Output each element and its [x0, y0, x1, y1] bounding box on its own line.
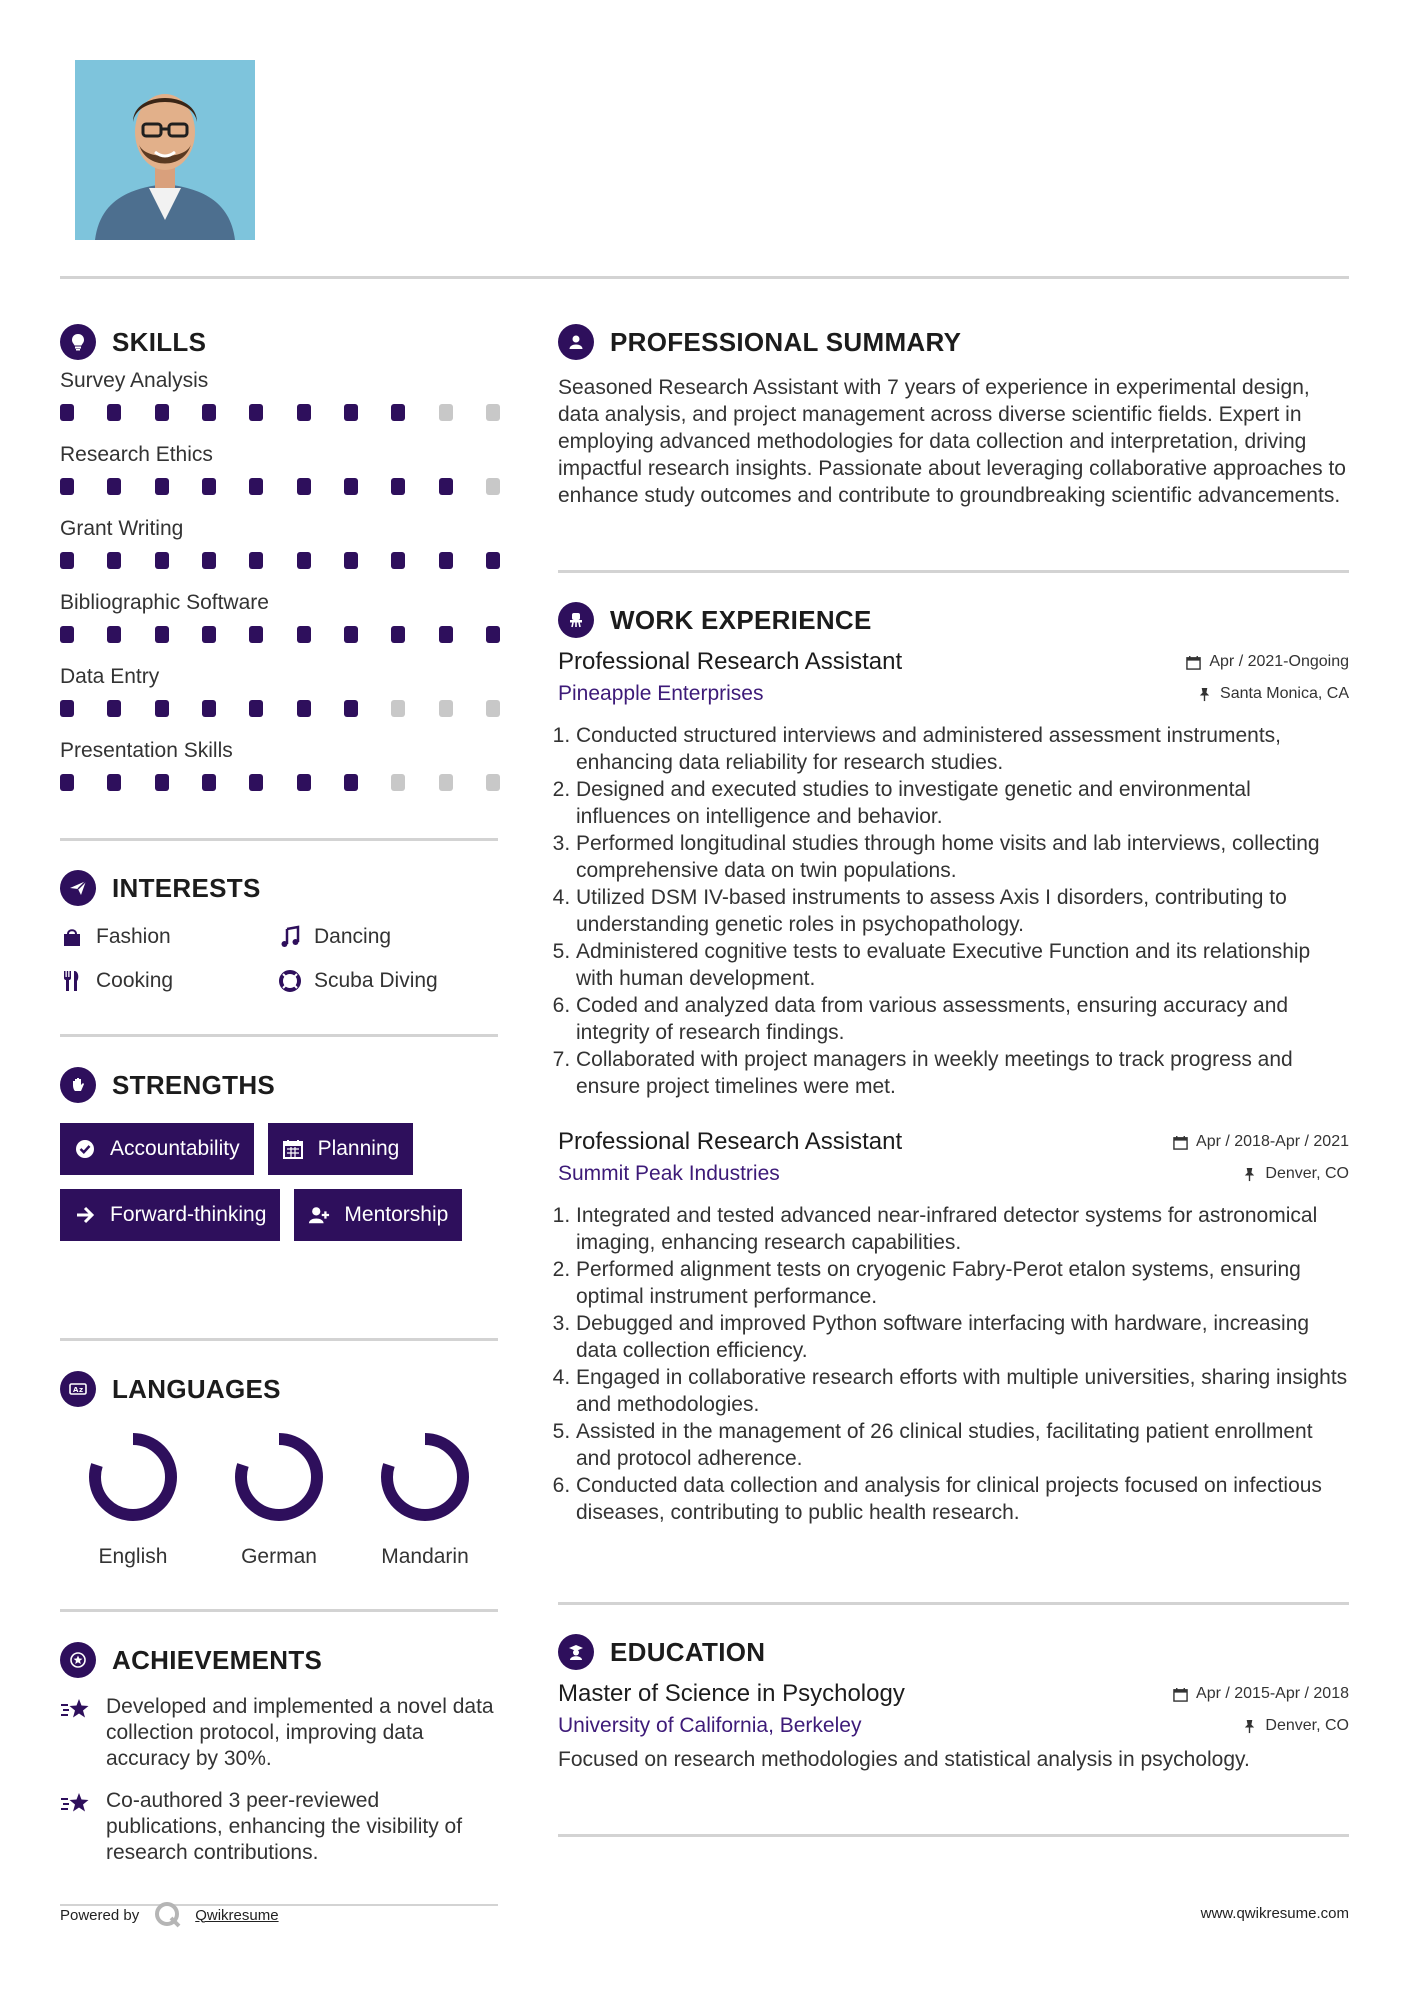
- rating-dot-filled: [344, 404, 358, 421]
- rating-dot-filled: [486, 626, 500, 643]
- utensils-icon: [60, 969, 84, 993]
- rating-dot-empty: [391, 700, 405, 717]
- job-entry: [558, 648, 1349, 1100]
- language-item: [352, 1427, 498, 1569]
- language-name: English: [98, 1545, 168, 1568]
- summary-text: Seasoned Research Assistant with 7 years of experience in experimental design, data analysis, and project management across diverse scientific fields. Expert in employing advanced methodologies for data collection and interpretation, driving impactful research insights. Passionate about leveraging collaborative approaches to enhance study outcomes and contribute to groundbreaking scientific advancements.: [558, 376, 1346, 507]
- job-entry: [558, 1128, 1349, 1526]
- rating-dot-filled: [107, 626, 121, 643]
- pushpin-icon: [1242, 1719, 1257, 1734]
- interest-label: Fashion: [96, 925, 171, 948]
- user-plus-icon: [308, 1204, 330, 1226]
- skill-name: Survey Analysis: [60, 369, 209, 392]
- education-section: [558, 1632, 1349, 1772]
- strength-tag: [294, 1189, 462, 1241]
- rating-dot-empty: [391, 774, 405, 791]
- rating-dot-filled: [486, 552, 500, 569]
- achievement-item: [60, 1788, 498, 1866]
- rating-dot-filled: [249, 478, 263, 495]
- rating-dot-filled: [391, 404, 405, 421]
- duty-item: 2. Performed alignment tests on cryogenic Fabry-Perot etalon systems, ensuring optimal instrument performance.: [576, 1256, 1349, 1310]
- strength-label: Mentorship: [344, 1203, 449, 1226]
- powered-by: [60, 1900, 279, 1930]
- duty-item: 1. Conducted structured interviews and administered assessment instruments, enhancing data reliability for research studies.: [576, 722, 1349, 776]
- rating-dot-filled: [297, 404, 311, 421]
- company-name: Summit Peak Industries: [558, 1162, 780, 1185]
- rating-dot-filled: [439, 552, 453, 569]
- shopping-bag-icon: [60, 925, 84, 949]
- rating-dot-filled: [391, 478, 405, 495]
- degree-title: Master of Science in Psychology: [558, 1680, 905, 1707]
- education-description: Focused on research methodologies and statistical analysis in psychology.: [558, 1748, 1250, 1771]
- skill-item: [60, 366, 498, 440]
- rating-dot-filled: [297, 626, 311, 643]
- calendar-icon: [1186, 655, 1201, 670]
- interest-item: [278, 966, 496, 996]
- skill-item: [60, 514, 498, 588]
- rating-dot-filled: [155, 552, 169, 569]
- skill-name: Data Entry: [60, 665, 160, 688]
- work-title: WORK EXPERIENCE: [610, 604, 872, 635]
- company-name: Pineapple Enterprises: [558, 682, 764, 705]
- paper-plane-icon: [60, 870, 96, 906]
- skill-name: Bibliographic Software: [60, 591, 269, 614]
- skill-item: [60, 736, 498, 810]
- skill-item: [60, 588, 498, 662]
- duty-item: 6. Conducted data collection and analysis for clinical projects focused on infectious diseases, contributing to public health research.: [576, 1472, 1349, 1526]
- achievements-title: ACHIEVEMENTS: [112, 1644, 323, 1675]
- achievement-item: [60, 1694, 498, 1772]
- calendar-icon: [1173, 1687, 1188, 1702]
- rating-dot-filled: [202, 626, 216, 643]
- rating-dot-filled: [107, 700, 121, 717]
- calendar-icon: [282, 1138, 304, 1160]
- achievement-text: Co-authored 3 peer-reviewed publications, enhancing the visibility of research contributions.: [106, 1789, 463, 1864]
- briefcase-chair-icon: [558, 602, 594, 638]
- duty-item: 3. Performed longitudinal studies through home visits and lab interviews, collecting comprehensive data on twin populations.: [576, 830, 1349, 884]
- duty-item: 2. Designed and executed studies to investigate genetic and environmental influences on intelligence and behavior.: [576, 776, 1349, 830]
- language-proficiency-arc: [387, 1439, 463, 1515]
- rating-dot-filled: [60, 404, 74, 421]
- divider-summary: [558, 570, 1349, 573]
- interest-item: [60, 922, 278, 952]
- user-icon: [558, 324, 594, 360]
- rating-dot-empty: [486, 774, 500, 791]
- job-dates-text: Apr / 2018-Apr / 2021: [1196, 1133, 1349, 1150]
- qwikresume-link[interactable]: Qwikresume: [195, 1906, 279, 1924]
- school-name: University of California, Berkeley: [558, 1714, 862, 1737]
- pushpin-icon: [1242, 1167, 1257, 1182]
- rating-dot-filled: [107, 404, 121, 421]
- education-dates-text: Apr / 2015-Apr / 2018: [1196, 1685, 1349, 1702]
- education-title: EDUCATION: [610, 1636, 766, 1667]
- interest-item: [278, 922, 496, 952]
- lightbulb-icon: [60, 324, 96, 360]
- shooting-star-icon: [60, 1696, 92, 1724]
- skill-rating: [60, 552, 500, 569]
- skill-rating: [60, 700, 500, 717]
- rating-dot-filled: [202, 774, 216, 791]
- rating-dot-filled: [297, 478, 311, 495]
- rating-dot-empty: [439, 774, 453, 791]
- language-name: Mandarin: [381, 1545, 469, 1568]
- language-proficiency-ring: [375, 1427, 475, 1527]
- rating-dot-empty: [439, 404, 453, 421]
- job-dates: [1186, 653, 1349, 671]
- strength-label: Forward-thinking: [110, 1203, 267, 1226]
- life-ring-icon: [278, 969, 302, 993]
- rating-dot-filled: [202, 404, 216, 421]
- rating-dot-filled: [249, 700, 263, 717]
- hand-icon: [60, 1067, 96, 1103]
- shooting-star-icon: [60, 1790, 92, 1818]
- strength-tag: [268, 1123, 414, 1175]
- rating-dot-filled: [202, 478, 216, 495]
- skill-name: Grant Writing: [60, 517, 184, 540]
- duty-item: 1. Integrated and tested advanced near-infrared detector systems for astronomical imaging, enhancing research capabilities.: [576, 1202, 1349, 1256]
- education-location-text: Denver, CO: [1265, 1717, 1349, 1734]
- skills-list: [60, 366, 498, 810]
- rating-dot-filled: [439, 478, 453, 495]
- languages-section: [60, 1369, 498, 1569]
- job-dates: [1173, 1133, 1349, 1151]
- strengths-list: [60, 1123, 500, 1241]
- rating-dot-filled: [107, 478, 121, 495]
- rating-dot-filled: [249, 626, 263, 643]
- language-item: [60, 1427, 206, 1569]
- job-location-text: Santa Monica, CA: [1220, 685, 1349, 702]
- rating-dot-filled: [344, 774, 358, 791]
- duty-item: 4. Utilized DSM IV-based instruments to assess Axis I disorders, contributing to understanding genetic roles in psychopathology.: [576, 884, 1349, 938]
- interests-section: [60, 868, 498, 996]
- language-item: [206, 1427, 352, 1569]
- rating-dot-filled: [391, 552, 405, 569]
- music-note-icon: [278, 925, 302, 949]
- rating-dot-filled: [60, 552, 74, 569]
- duty-item: 5. Assisted in the management of 26 clinical studies, facilitating patient enrollment and protocol adherence.: [576, 1418, 1349, 1472]
- rating-dot-filled: [60, 774, 74, 791]
- skill-rating: [60, 404, 500, 421]
- website-url[interactable]: www.qwikresume.com: [1200, 1905, 1349, 1922]
- qwikresume-logo-icon: [153, 1900, 183, 1930]
- skill-rating: [60, 478, 500, 495]
- language-proficiency-ring: [229, 1427, 329, 1527]
- job-dates-text: Apr / 2021-Ongoing: [1209, 653, 1349, 670]
- education-dates: [1173, 1685, 1349, 1703]
- top-divider: [60, 276, 1349, 279]
- svg-text:A: A: [73, 1386, 79, 1394]
- strength-label: Planning: [317, 1137, 400, 1160]
- star-badge-icon: [60, 1642, 96, 1678]
- language-proficiency-ring: [83, 1427, 183, 1527]
- rating-dot-filled: [297, 774, 311, 791]
- language-name: German: [241, 1545, 317, 1568]
- summary-section: [558, 322, 1349, 509]
- strength-label: Accountability: [110, 1137, 240, 1160]
- rating-dot-filled: [249, 774, 263, 791]
- rating-dot-filled: [202, 552, 216, 569]
- duty-item: 3. Debugged and improved Python software interfacing with hardware, increasing data collection efficiency.: [576, 1310, 1349, 1364]
- rating-dot-empty: [439, 700, 453, 717]
- strength-tag: [60, 1189, 280, 1241]
- rating-dot-filled: [202, 700, 216, 717]
- skills-section: [60, 322, 498, 810]
- interests-list: [60, 922, 498, 996]
- rating-dot-filled: [439, 626, 453, 643]
- skill-rating: [60, 626, 500, 643]
- arrow-right-icon: [74, 1204, 96, 1226]
- job-location: [1242, 1165, 1349, 1183]
- rating-dot-filled: [344, 552, 358, 569]
- skill-name: Presentation Skills: [60, 739, 233, 762]
- language-icon: [60, 1371, 96, 1407]
- language-proficiency-arc: [241, 1439, 317, 1515]
- divider-education: [558, 1834, 1349, 1837]
- rating-dot-filled: [249, 404, 263, 421]
- interest-label: Scuba Diving: [314, 969, 438, 992]
- rating-dot-filled: [155, 478, 169, 495]
- interest-label: Dancing: [314, 925, 392, 948]
- rating-dot-filled: [344, 478, 358, 495]
- rating-dot-filled: [249, 552, 263, 569]
- rating-dot-filled: [60, 700, 74, 717]
- rating-dot-empty: [486, 478, 500, 495]
- duties-list: [558, 1202, 1349, 1526]
- rating-dot-filled: [155, 774, 169, 791]
- languages-list: [60, 1427, 498, 1569]
- job-location: [1197, 685, 1349, 703]
- duty-item: 5. Administered cognitive tests to evaluate Executive Function and its relationship with human development.: [576, 938, 1349, 992]
- rating-dot-filled: [107, 774, 121, 791]
- duty-item: 6. Coded and analyzed data from various assessments, ensuring accuracy and integrity of research findings.: [576, 992, 1349, 1046]
- job-location-text: Denver, CO: [1265, 1165, 1349, 1182]
- calendar-icon: [1173, 1135, 1188, 1150]
- rating-dot-filled: [297, 552, 311, 569]
- strengths-section: [60, 1065, 498, 1241]
- languages-title: LANGUAGES: [112, 1373, 281, 1404]
- strengths-title: STRENGTHS: [112, 1069, 276, 1100]
- divider-languages: [60, 1609, 498, 1612]
- pushpin-icon: [1197, 687, 1212, 702]
- job-title: Professional Research Assistant: [558, 648, 903, 675]
- duty-item: 7. Collaborated with project managers in weekly meetings to track progress and ensure project timelines were met.: [576, 1046, 1349, 1100]
- skill-item: [60, 440, 498, 514]
- interest-label: Cooking: [96, 969, 174, 992]
- achievements-section: [60, 1640, 498, 1866]
- skill-rating: [60, 774, 500, 791]
- rating-dot-filled: [155, 626, 169, 643]
- rating-dot-filled: [107, 552, 121, 569]
- rating-dot-filled: [391, 626, 405, 643]
- rating-dot-filled: [297, 700, 311, 717]
- skill-name: Research Ethics: [60, 443, 213, 466]
- strength-tag: [60, 1123, 254, 1175]
- education-location: [1242, 1717, 1349, 1735]
- interests-title: INTERESTS: [112, 872, 261, 903]
- duty-item: 4. Engaged in collaborative research efforts with multiple universities, sharing insights and methodologies.: [576, 1364, 1349, 1418]
- rating-dot-filled: [60, 478, 74, 495]
- svg-text:z: z: [79, 1386, 84, 1394]
- rating-dot-filled: [155, 404, 169, 421]
- interest-item: [60, 966, 278, 996]
- divider-strengths: [60, 1338, 498, 1341]
- language-proficiency-arc: [95, 1439, 171, 1515]
- divider-interests: [60, 1034, 498, 1037]
- summary-title: PROFESSIONAL SUMMARY: [610, 326, 962, 357]
- divider-work: [558, 1602, 1349, 1605]
- skills-title: SKILLS: [112, 326, 207, 357]
- skill-item: [60, 662, 498, 736]
- rating-dot-filled: [60, 626, 74, 643]
- achievement-text: Developed and implemented a novel data collection protocol, improving data accuracy by 30%.: [106, 1695, 494, 1770]
- rating-dot-empty: [486, 700, 500, 717]
- graduate-icon: [558, 1634, 594, 1670]
- rating-dot-filled: [155, 700, 169, 717]
- powered-by-text: Powered by: [60, 1906, 140, 1924]
- rating-dot-filled: [344, 700, 358, 717]
- rating-dot-filled: [344, 626, 358, 643]
- job-title: Professional Research Assistant: [558, 1128, 903, 1155]
- divider-skills: [60, 838, 498, 841]
- work-section: [558, 600, 1349, 1526]
- duties-list: [558, 722, 1349, 1100]
- profile-photo: [75, 60, 255, 240]
- check-circle-icon: [74, 1138, 96, 1160]
- rating-dot-empty: [486, 404, 500, 421]
